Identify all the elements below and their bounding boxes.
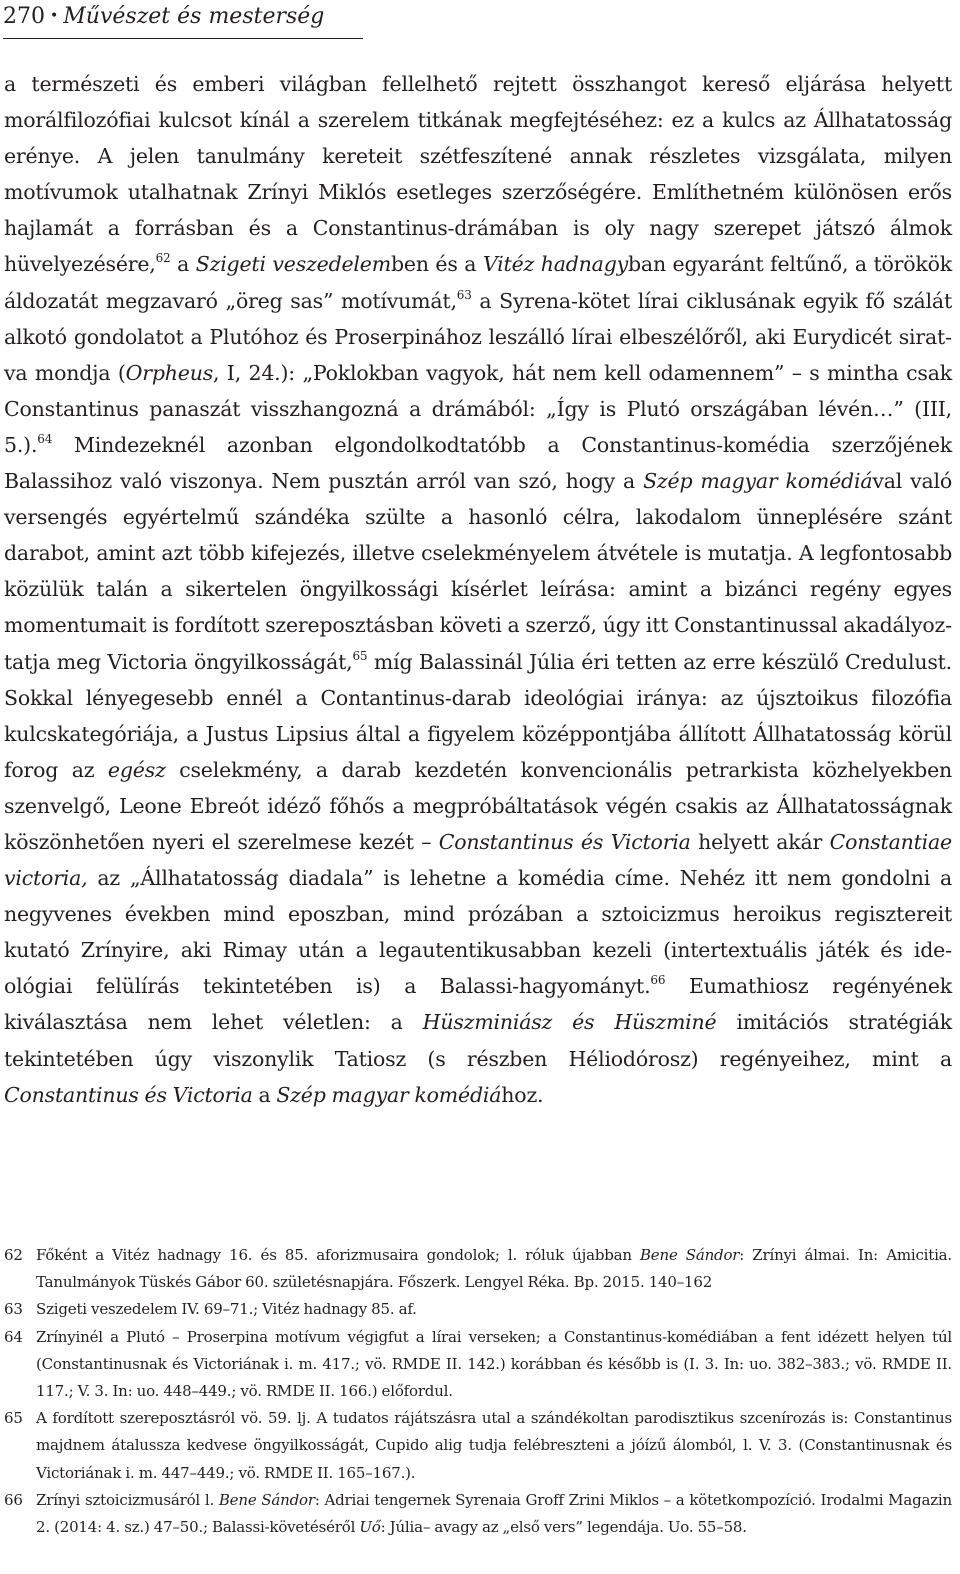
text-run: val való versengés egyértelmű szándéka szülte a hasonló célra, lakodalom ünneplésére szánt darabot, amint azt több kifejezés, illetve cselekményelem átvétele is mutatja. A legfontosabb közülük talán a sikertelen öngyilkossági kísérlet leírása: amint a bizánci regény egyes momentumait is fordított szereposztásban követi a szerző, úgy itt Constantinussal akadályoztatja meg Victoria öngyilkosságát, (4, 469, 953, 674)
footnote-number: 65 (4, 1409, 23, 1428)
bullet-separator: • (50, 8, 59, 24)
italic-title: Szép magyar komédiá (276, 1082, 502, 1107)
italic-emphasis: egész (107, 757, 166, 782)
text-run: , I, 24.): „Poklokban vagyok, hát nem kell odamennem” – s mintha csak Constantinus panaszát visszhangozná a drámából: „Így is Plutó országában lévén…” (III, 5.). (4, 360, 952, 457)
running-head (3, 0, 363, 39)
text-run: a Syrena-kötet lírai ciklusának egyik fő szálát alkotó gondolatot a Plutóhoz és Proserpinához leszálló lírai elbeszélőről, aki Eurydicét siratva mondja ( (4, 288, 952, 385)
italic-title: Constantiae victoria, (4, 829, 952, 891)
footnotes (4, 1242, 952, 1541)
footnote-text: Zrínyi sztoicizmusáról l. (36, 1490, 219, 1509)
text-run: ban egyaránt feltűnő, a törökök áldozatát megzavaró „öreg sas” motívumát, (4, 252, 953, 313)
footnote-text: Zrínyinél a Plutó – Proserpina motívum végigfut a lírai verseken; a Constantinus-komédiában a fent idézett helyen túl (Constantinusnak és Victoriának i. m. 417.; vö. RMDE II. 142.) korábban és később is (I. 3. In: uo. 382–383.; vö. RMDE II. 117.; V. 3. In: uo. 448–449.; vö. RMDE II. 166.) előfordul. (36, 1327, 952, 1401)
footnote-64 (4, 1324, 952, 1406)
text-run: Eumathiosz regényének kiválasztása nem lehet véletlen: a (4, 974, 952, 1035)
footnote-65 (4, 1405, 952, 1487)
text-run: míg Balassinál Júlia éri tetten az erre készülő Credulust. Sokkal lényegesebb ennél a Contantinus-darab ideológiai iránya: az újsztoikus filozófia kulcskategóriája, a Justus Lipsius által a figyelem középpontjába állított Állhatatosság körül forog az (4, 649, 952, 782)
page-number: 270 (3, 4, 45, 29)
text-run: hoz. (501, 1082, 544, 1107)
italic-title: Szép magyar komédiá (643, 469, 873, 494)
footnote-number: 62 (4, 1246, 23, 1264)
footnote-text: A fordított szereposztásról vö. 59. lj. A tudatos rájátszásra utal a szándékoltan parodisztikus szcenírozás is: Constantinus majdnem átalussza kedvese öngyilkosságát, Cupido alig tudja felébreszteni a jóízű álomból, l. V. 3. (Constantinusnak és Victoriának i. m. 447–449.; vö. RMDE II. 165–167.). (36, 1409, 952, 1482)
footnote-author: Bene Sándor (218, 1490, 315, 1509)
footnote-number: 64 (4, 1327, 23, 1346)
italic-title: Constantinus és Victoria (4, 1082, 253, 1107)
text-run: a (252, 1082, 277, 1107)
italic-title: Szigeti veszedelem (195, 252, 391, 277)
book-title: Művészet és mesterség (63, 4, 325, 29)
text-run: a (170, 252, 196, 277)
footnote-ref-62[interactable]: 62 (155, 251, 171, 266)
italic-title: Hüszminiász és Hüszminé (422, 1010, 717, 1035)
footnote-text: : Zrínyi álmai. In: Amicitia. Tanulmányok Tüskés Gábor 60. születésnapjára. Főszerk. Lengyel Réka. Bp. 2015. 140–162 (36, 1246, 952, 1292)
text-run: a természeti és emberi világban fellelhető rejtett összhangot kereső eljárása helyett morálfilozófiai kulcsot kínál a szerelem titkának megfejtéséhez: ez a kulcs az Állhatatosság erénye. A jelen tanulmány kereteit szétfeszítené annak részletes vizsgálata, milyen motívumok utalhatnak Zrínyi Miklós esetleges szerzőségére. Említhetném különösen erős hajlamát a forrásban és a Constantinus-drámában is oly nagy szerepet játszó álmok hüvelyezésére, (4, 72, 952, 277)
italic-title: Vitéz hadnagy (482, 252, 628, 277)
text-run: ben és a (390, 252, 483, 277)
footnote-text: : Júlia– avagy az „első vers” legendája. Uo. 55–58. (380, 1518, 747, 1537)
footnote-text: Szigeti veszedelem IV. 69–71.; Vitéz hadnagy 85. af. (36, 1300, 417, 1319)
footnote-ref-64[interactable]: 64 (37, 431, 53, 446)
paragraph (4, 66, 952, 1113)
footnote-ref-63[interactable]: 63 (456, 287, 472, 302)
text-run: Mindezeknél azonban elgondolkodtatóbb a Constantinus-komédia szerzőjének Balassihoz való viszonya. Nem pusztán arról van szó, hogy a (4, 432, 952, 494)
text-run: az „Állhatatosság diadala” is lehetne a komédia címe. Nehéz itt nem gondolni a negyvenes években mind eposzban, mind prózában a sztoicizmus heroikus regisztereit kutató Zrínyire, aki Rimay után a legautentikusabban kezeli (intertextuális játék és ideológiai felülírás tekintetében is) a Balassi-hagyományt. (4, 866, 952, 999)
footnote-ref-65[interactable]: 65 (352, 648, 368, 663)
main-paragraph (4, 66, 952, 1113)
text-run: imitációs stratégiák tekintetében úgy viszonylik Tatiosz (s részben Héliodórosz) regényeihez, mint a (4, 1010, 952, 1071)
footnote-ref-66[interactable]: 66 (650, 973, 666, 988)
footnote-63 (4, 1296, 952, 1323)
footnote-author: Uő (359, 1518, 381, 1537)
footnote-text: : Adriai tengernek Syrenaia Groff Zrini Miklos – a kötetkompozíció. Irodalmi Magazin 2. (2014: 4. sz.) 47–50.; Balassi-követéséről (36, 1490, 952, 1537)
footnote-number: 66 (4, 1490, 23, 1509)
footnote-number: 63 (4, 1300, 23, 1319)
footnote-text: Főként a Vitéz hadnagy 16. és 85. aforizmusaira gondolok; l. róluk újabban (36, 1246, 640, 1264)
footnote-62 (4, 1242, 952, 1296)
footnote-author: Bene Sándor (639, 1246, 740, 1264)
italic-title: Orpheus (125, 360, 214, 385)
footnote-66 (4, 1487, 952, 1541)
text-run: cselekmény, a darab kezdetén konvencionális petrarkista közhelyekben szenvelgő, Leone Ebreót idéző főhős a megpróbáltatások végén csakis az Állhatatosságnak köszönhetően nyeri el szerelmese kezét – (4, 757, 952, 854)
text-run: helyett akár (690, 829, 830, 854)
italic-title: Constantinus és Victoria (438, 829, 691, 854)
